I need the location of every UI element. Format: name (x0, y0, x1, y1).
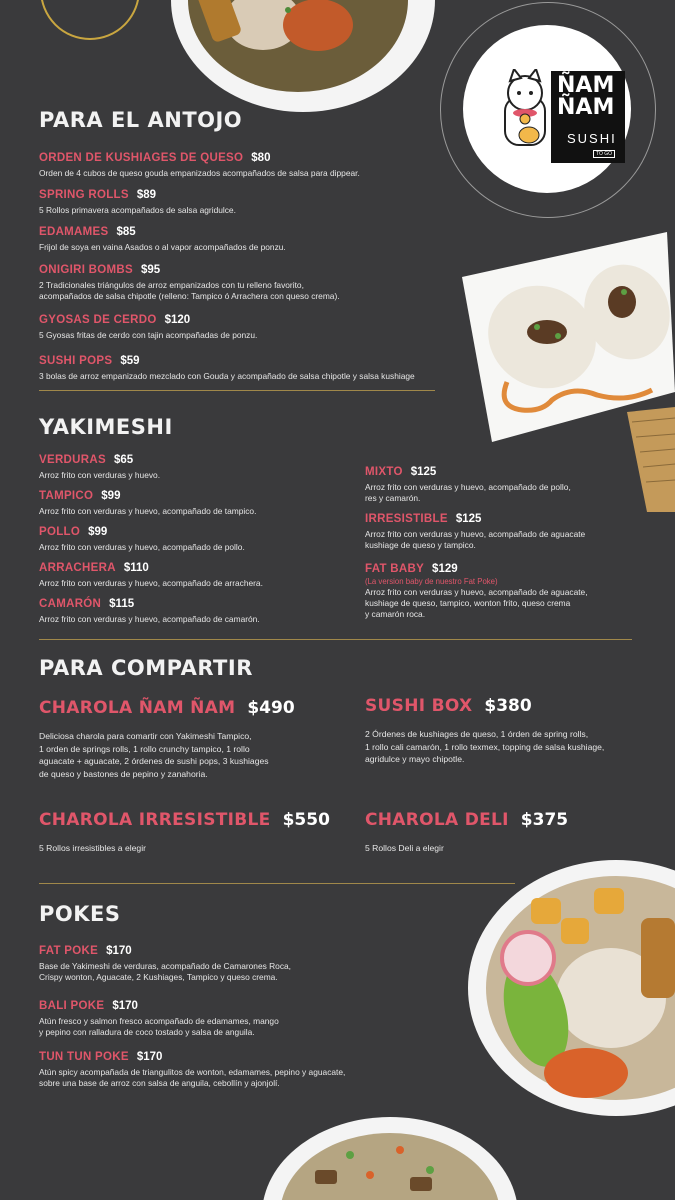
item-price: $59 (120, 355, 140, 367)
item-desc-line2: kushiage de queso y tampico. (365, 540, 476, 550)
menu-item (39, 310, 257, 341)
item-desc: Atún fresco y salmon fresco acompañado de edamames, mango (39, 1016, 279, 1026)
divider (39, 639, 632, 640)
item-price: $375 (520, 810, 569, 830)
item-price: $380 (484, 696, 532, 716)
section-title-pokes: POKES (39, 902, 121, 926)
item-desc-line4: de queso y bastones de pepino y zanahoria. (39, 768, 208, 779)
item-desc: Frijol de soya en vaina Asados o al vapor acompañados de ponzu. (39, 242, 286, 252)
item-desc: 2 Órdenes de kushiages de queso, 1 órden de spring rolls, (365, 729, 589, 739)
item-desc: 5 Gyosas fritas de cerdo con tajin acompañadas de ponzu. (39, 330, 258, 340)
item-desc: Arroz frito con verduras y huevo, acompañado de aguacate, (365, 587, 588, 597)
item-desc: Orden de 4 cubos de queso gouda empanizados acompañados de salsa para dippear. (39, 168, 360, 178)
logo-nam-2: ÑAM (557, 95, 615, 120)
item-name: CHAROLA DELI (365, 810, 509, 830)
item-price: $110 (123, 562, 149, 574)
menu-item (39, 522, 245, 553)
menu-item (39, 594, 260, 625)
item-desc-line2: 1 rollo cali camarón, 1 rollo texmex, topping de salsa kushiage, (365, 741, 605, 752)
item-desc: Atún spicy acompañada de triangulitos de wonton, edamames, pepino y aguacate, (39, 1067, 346, 1077)
menu-item (365, 810, 568, 855)
item-price: $170 (106, 945, 132, 957)
item-name: TUN TUN POKE (39, 1051, 129, 1063)
item-name: BALI POKE (39, 1000, 105, 1012)
item-desc-line2: sobre una base de arroz con salsa de anguila, cebollín y ajonjolí. (39, 1078, 280, 1088)
item-desc: Arroz frito con verduras y huevo. (39, 470, 161, 480)
menu-item (39, 810, 330, 855)
item-name: FAT POKE (39, 945, 99, 957)
item-name: CHAROLA IRRESISTIBLE (39, 810, 271, 830)
item-desc: Deliciosa charola para comartir con Yakimeshi Tampico, (39, 731, 252, 741)
divider (39, 883, 515, 884)
item-desc-line2: y pepino con ralladura de coco tostado y salsa de anguila. (39, 1027, 255, 1037)
item-price: $550 (282, 810, 330, 830)
item-desc: Arroz frito con verduras y huevo, acompañado de pollo, (365, 482, 571, 492)
menu-item (39, 450, 160, 481)
poke-bowl-image (466, 858, 675, 1118)
menu-item (39, 222, 286, 253)
yakimeshi-bowl-image (260, 1115, 520, 1200)
menu-item (365, 696, 604, 766)
item-name: CHAROLA ÑAM ÑAM (39, 698, 236, 718)
menu-item (39, 698, 295, 780)
item-desc: 5 Rollos irresistibles a elegir (39, 843, 146, 853)
item-name: MIXTO (365, 466, 403, 478)
item-desc-line2: acompañados de salsa chipotle (relleno: Tampico ó Arrachera con queso crema). (39, 291, 340, 301)
logo-sushi: SUSHI (567, 131, 617, 146)
item-name: CAMARÓN (39, 598, 102, 610)
menu-item (39, 558, 263, 589)
item-price: $99 (88, 526, 108, 538)
item-desc-line3: aguacate + aguacate, 2 órdenes de sushi pops, 3 kushiages (39, 756, 269, 766)
item-name: ONIGIRI BOMBS (39, 264, 133, 276)
item-price: $80 (251, 152, 271, 164)
menu-item (39, 185, 236, 216)
menu-item (365, 559, 588, 620)
food-plate-top-image (168, 0, 438, 115)
menu-item (39, 486, 256, 517)
item-desc: 5 Rollos Deli a elegir (365, 843, 444, 853)
item-name: ARRACHERA (39, 562, 116, 574)
item-desc-line2: Crispy wonton, Aguacate, 2 Kushiages, Tampico y queso crema. (39, 972, 278, 982)
item-price: $125 (410, 466, 437, 478)
item-name: SUSHI BOX (365, 696, 473, 716)
menu-item (39, 148, 360, 179)
item-name: VERDURAS (39, 454, 106, 466)
logo-nam-1: ÑAM (557, 73, 615, 98)
item-price: $115 (109, 598, 135, 610)
item-name: SPRING ROLLS (39, 189, 129, 201)
item-price: $125 (455, 513, 482, 525)
item-name: IRRESISTIBLE (365, 513, 448, 525)
item-price: $95 (141, 264, 161, 276)
item-price: $120 (164, 314, 191, 326)
item-desc: 3 bolas de arroz empanizado mezclado con Gouda y acompañado de salsa chipotle y salsa kushiage (39, 371, 415, 381)
section-title-antojo: PARA EL ANTOJO (39, 108, 243, 132)
item-note: (La version baby de nuestro Fat Poke) (365, 577, 498, 586)
item-name: POLLO (39, 526, 81, 538)
item-price: $129 (432, 563, 458, 575)
item-desc-line3: y camarón roca. (365, 609, 426, 619)
item-desc-line2: kushiage de queso, tampico, wonton frito, queso crema (365, 598, 571, 608)
section-title-yakimeshi: YAKIMESHI (39, 415, 173, 439)
item-desc: Arroz frito con verduras y huevo, acompañado de aguacate (365, 529, 586, 539)
item-desc: 2 Tradicionales triángulos de arroz empanizados con tu relleno favorito, (39, 280, 304, 290)
item-price: $170 (112, 1000, 138, 1012)
item-price: $89 (136, 189, 157, 201)
item-name: GYOSAS DE CERDO (39, 314, 157, 326)
section-title-compartir: PARA COMPARTIR (39, 656, 253, 680)
item-name: SUSHI POPS (39, 355, 113, 367)
item-name: ORDEN DE KUSHIAGES DE QUESO (39, 152, 244, 164)
item-desc: Arroz frito con verduras y huevo, acompañado de pollo. (39, 542, 245, 552)
menu-item (39, 1047, 345, 1089)
logo-togo: TO GO (593, 150, 615, 158)
menu-item (365, 462, 571, 504)
item-price: $65 (113, 454, 134, 466)
item-desc: Arroz frito con verduras y huevo, acompañado de tampico. (39, 506, 257, 516)
item-price: $85 (116, 226, 136, 238)
decor-circle-topleft (40, 0, 140, 40)
item-price: $99 (101, 490, 121, 502)
menu-item (39, 260, 340, 302)
item-desc: Arroz frito con verduras y huevo, acompañado de arrachera. (39, 578, 263, 588)
item-desc-line2: 1 orden de springs rolls, 1 rollo crunchy tampico, 1 rollo (39, 743, 250, 754)
menu-item (365, 509, 585, 551)
menu-item (39, 996, 279, 1038)
divider (39, 390, 435, 391)
item-desc-line3: agridulce y mayo chipotle. (365, 754, 465, 764)
item-price: $170 (136, 1051, 163, 1063)
menu-item (39, 941, 291, 983)
item-price: $490 (247, 698, 295, 718)
item-name: EDAMAMES (39, 226, 109, 238)
item-desc: 5 Rollos primavera acompañados de salsa agridulce. (39, 205, 236, 215)
logo-badge (463, 25, 631, 193)
item-name: TAMPICO (39, 490, 94, 502)
item-desc-line2: res y camarón. (365, 493, 421, 503)
item-desc: Arroz frito con verduras y huevo, acompañado de camarón. (39, 614, 260, 624)
menu-item (39, 351, 415, 382)
item-name: FAT BABY (365, 563, 425, 575)
lucky-cat-icon (499, 69, 551, 151)
item-desc: Base de Yakimeshi de verduras, acompañado de Camarones Roca, (39, 961, 292, 971)
